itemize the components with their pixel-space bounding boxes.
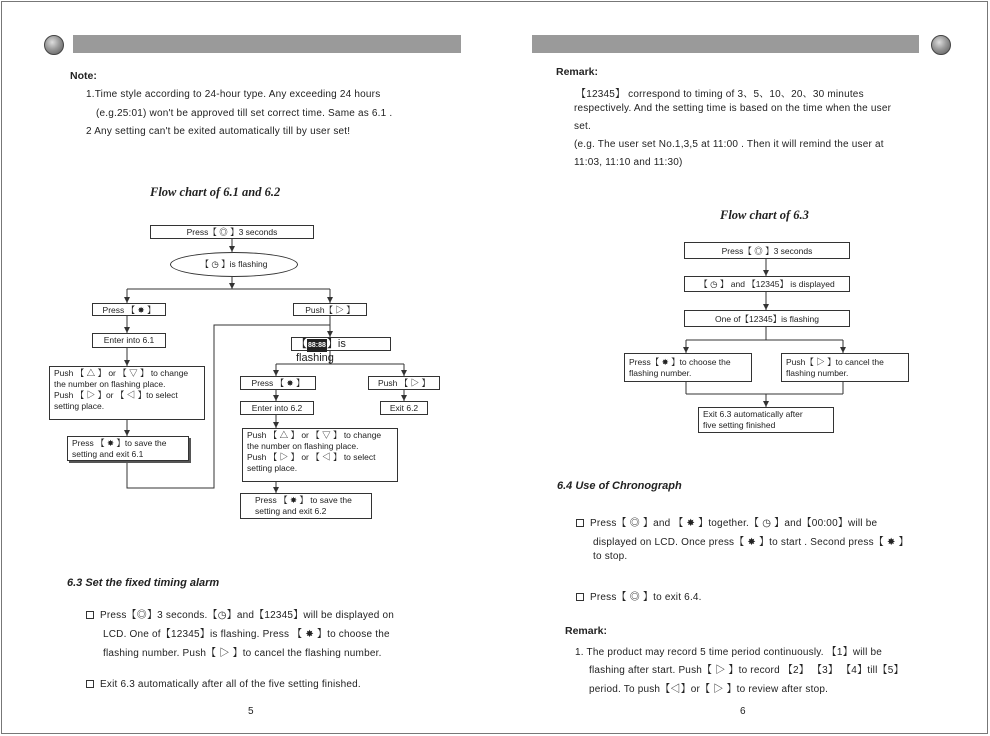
flow-exit-62-box: Exit 6.2: [380, 401, 428, 415]
flow-enter-61-box: Enter into 6.1: [92, 333, 166, 348]
flow-62-push-right-box: Push 【 ▷ 】: [368, 376, 440, 390]
flash-is-flashing-text: is flashing: [296, 338, 346, 364]
section-64-bullet-1-line-3: to stop.: [593, 551, 628, 562]
flash-bracket-close: 】: [326, 338, 338, 350]
bullet-text: Press【 ◎ 】to exit 6.4.: [590, 592, 702, 603]
flow-63-displayed-box: 【 ◷ 】 and 【12345】 is displayed: [684, 276, 850, 292]
note-line-2: (e.g.25:01) won't be approved till set correct time. Same as 6.1 .: [96, 108, 393, 119]
remark-2-heading: Remark:: [565, 625, 608, 637]
remark-line-1: 【12345】 correspond to timing of 3、5、10、20、30 minutes: [576, 89, 864, 100]
remark-heading: Remark:: [556, 66, 599, 78]
remark-line-5: 11:03, 11:10 and 11:30): [574, 157, 683, 168]
remark-line-4: (e.g. The user set No.1,3,5 at 11:00 . Then it will remind the user at: [574, 139, 884, 150]
section-64-bullet-1-line-1: [576, 514, 877, 529]
flow-63-one-of-box: One of【12345】is flashing: [684, 310, 850, 327]
section-63-bullet-1-line-2: LCD. One of【12345】is flashing. Press 【 ✸ 】to choose the: [103, 629, 390, 640]
bullet-text: Press【◎】3 seconds.【◷】and【12345】will be displayed on: [100, 610, 395, 621]
flow-chart-63-title: Flow chart of 6.3: [720, 208, 809, 222]
bullet-text: Press【 ◎ 】and 【 ✸ 】together.【 ◷ 】and【00:00】will be: [590, 518, 878, 529]
remark-2-line-3: period. To push【◁】or【 ▷ 】to review after stop.: [589, 684, 829, 695]
flow-63-push-cancel-box: Push【 ▷ 】to cancel the flashing number.: [781, 353, 909, 382]
section-63-heading: 6.3 Set the fixed timing alarm: [67, 577, 220, 589]
remark-line-3: set.: [574, 121, 591, 132]
remark-line-2: respectively. And the setting time is based on the time when the user: [574, 103, 892, 114]
flash-bracket-open: 【: [296, 338, 307, 350]
flashing-digits-display: 88:88: [307, 339, 327, 352]
flow-63-exit-box: Exit 6.3 automatically after five setting finished: [698, 407, 834, 433]
flow-61-start-box: Press【 ◎ 】3 seconds: [150, 225, 314, 239]
bullet-text: Exit 6.3 automatically after all of the five setting finished.: [100, 679, 361, 690]
flow-chart-61-62-title: Flow chart of 6.1 and 6.2: [150, 185, 281, 199]
flow-62-press-set-box: Press 【 ✸ 】: [240, 376, 316, 390]
note-heading: Note:: [70, 70, 97, 82]
flow-enter-62-box: Enter into 6.2: [240, 401, 314, 415]
flow-save-61-box: Press 【 ✸ 】to save the setting and exit 6.1: [67, 436, 189, 461]
page-number-left: 5: [248, 706, 254, 717]
flow-61-push-right-box: Push【 ▷ 】: [293, 303, 367, 316]
bullet-square-icon: [576, 593, 584, 601]
flow-61-flashing-ellipse: 【 ◷ 】is flashing: [170, 252, 298, 277]
section-64-bullet-2: [576, 588, 702, 603]
page-number-right: 6: [740, 706, 746, 717]
flow-63-press-choose-box: Press【 ✸ 】to choose the flashing number.: [624, 353, 752, 382]
flow-save-62-box: Press 【 ✸ 】 to save the setting and exit 6.2: [240, 493, 372, 519]
bullet-square-icon: [576, 519, 584, 527]
flow-change-62-box: Push 【 △ 】 or 【 ▽ 】 to change the number on flashing place. Push 【 ▷ 】 or 【 ◁ 】 to select setting place.: [242, 428, 398, 482]
section-63-bullet-1-line-3: flashing number. Push【 ▷ 】to cancel the flashing number.: [103, 648, 382, 659]
flow-61-press-set-box: Press 【 ✸ 】: [92, 303, 166, 316]
note-line-1: 1.Time style according to 24-hour type. Any exceeding 24 hours: [86, 89, 381, 100]
remark-2-line-1: 1. The product may record 5 time period continuously. 【1】will be: [575, 647, 883, 658]
flow-change-61-box: Push 【 △ 】 or 【 ▽ 】 to change the number on flashing place. Push 【 ▷ 】or 【 ◁ 】to select setting place.: [49, 366, 205, 420]
remark-2-line-2: flashing after start. Push【 ▷ 】to record 【2】 【3】 【4】till【5】: [589, 665, 904, 676]
note-line-3: 2 Any setting can't be exited automatically till by user set!: [86, 126, 351, 137]
section-64-bullet-1-line-2: displayed on LCD. Once press【 ✸ 】to start . Second press【 ✸ 】: [593, 537, 909, 548]
flow-63-start-box: Press【 ◎ 】3 seconds: [684, 242, 850, 259]
section-64-heading: 6.4 Use of Chronograph: [557, 480, 682, 492]
